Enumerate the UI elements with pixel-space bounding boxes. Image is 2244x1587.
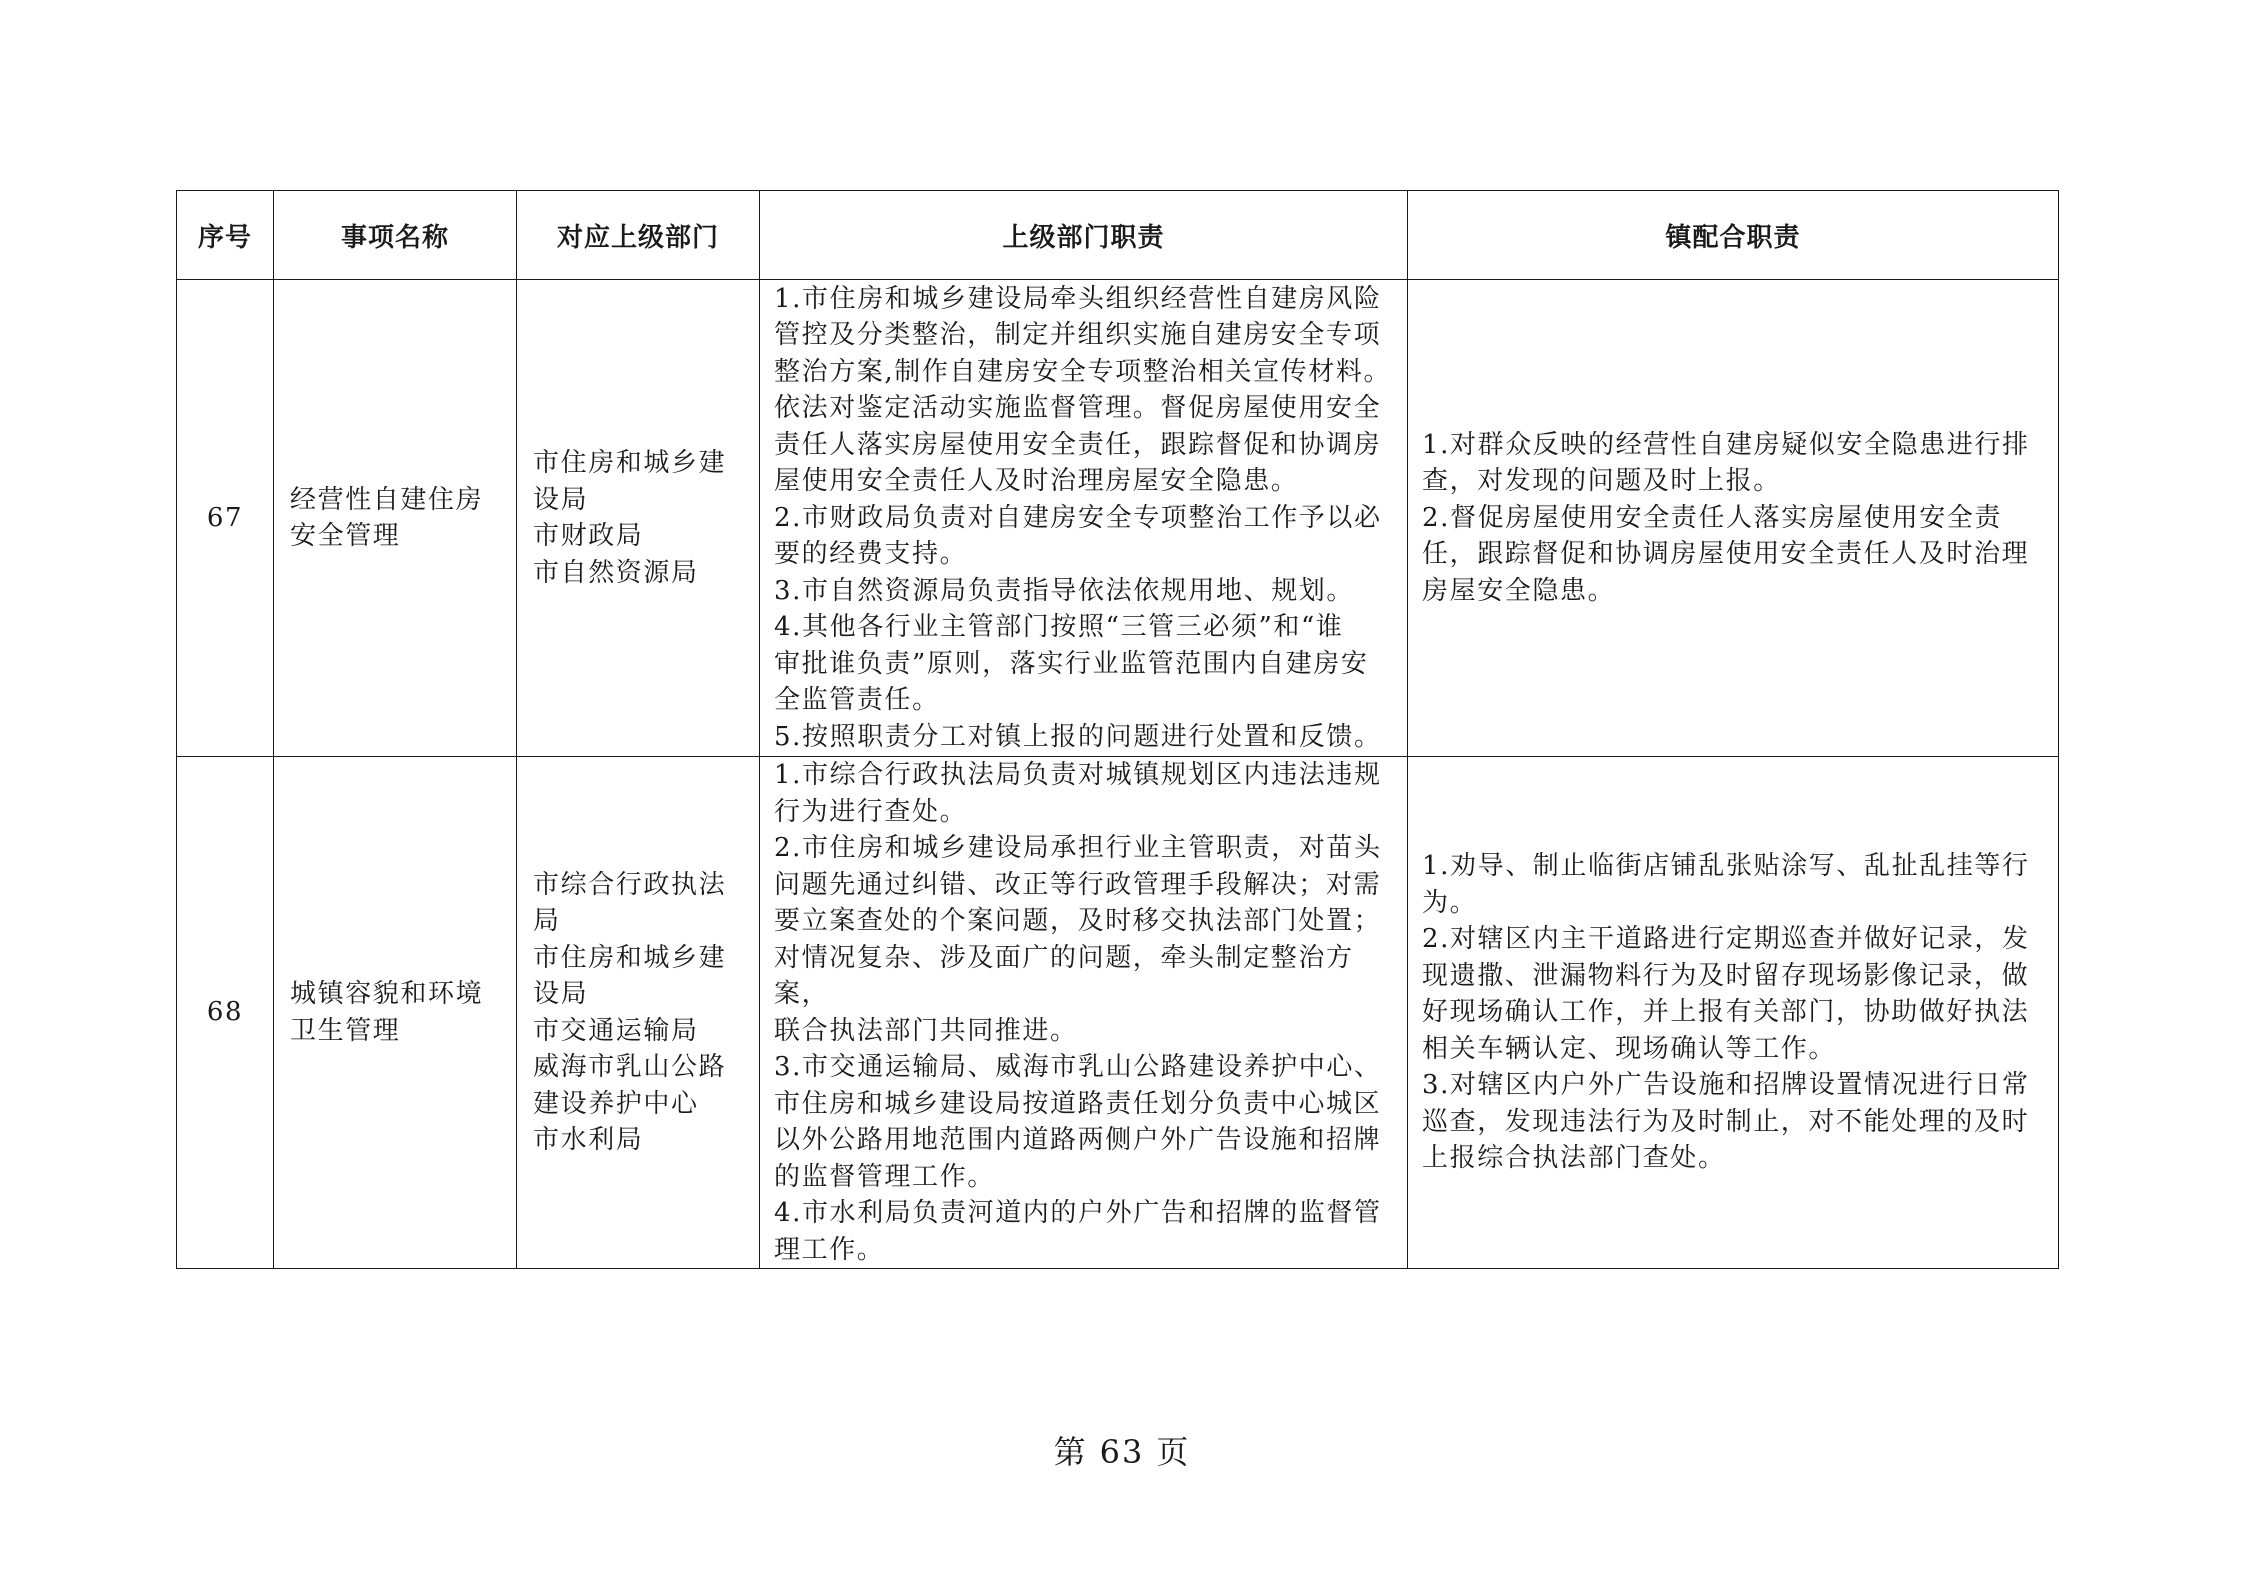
table-row	[177, 280, 2059, 757]
row-town-duties	[1408, 280, 2059, 757]
serial-number-text: 67	[206, 502, 244, 533]
item-name-text: 经营性自建住房 安全管理	[290, 484, 484, 551]
responsibility-table	[176, 190, 2059, 1269]
header-town-duties: 镇配合职责	[1408, 191, 2059, 280]
table-header-row	[177, 191, 2059, 280]
upper-duties-text: 1.市住房和城乡建设局牵头组织经营性自建房风险 管控及分类整治，制定并组织实施自建房安全专项 整治方案,制作自建房安全专项整治相关宣传材料。 依法对鉴定活动实施监督管理。督促房屋使用安全 责任人落实房屋使用安全责任，跟踪督促和协调房 屋使用安全责任人及时治理房屋安全隐患。 2.市财政局负责对自建房安全专项整治工作予以必 要的经费支持。 3.市自然资源局负责指导依法依规用地、规划。 4.其他各行业主管部门按照“三管三必须”和“谁 审批谁负责”原则，落实行业监管范围内自建房安 全监管责任。 5.按照职责分工对镇上报的问题进行处置和反馈。	[774, 283, 1392, 752]
row-town-duties	[1408, 757, 2059, 1269]
row-item-name	[274, 280, 517, 757]
row-item-name	[274, 757, 517, 1269]
upper-department-text: 市综合行政执法 局 市住房和城乡建 设局 市交通运输局 威海市乳山公路 建设养护中心 市水利局	[533, 869, 727, 1155]
row-serial-number	[177, 757, 274, 1269]
row-serial-number	[177, 280, 274, 757]
upper-duties-text: 1.市综合行政执法局负责对城镇规划区内违法违规 行为进行查处。 2.市住房和城乡建设局承担行业主管职责，对苗头 问题先通过纠错、改正等行政管理手段解决；对需 要立案查处的个案问题，及时移交执法部门处置； 对情况复杂、涉及面广的问题，牵头制定整治方案， 联合执法部门共同推进。 3.市交通运输局、威海市乳山公路建设养护中心、 市住房和城乡建设局按道路责任划分负责中心城区 以外公路用地范围内道路两侧户外广告设施和招牌 的监督管理工作。 4.市水利局负责河道内的户外广告和招牌的监督管 理工作。	[774, 760, 1382, 1265]
page-prefix: 第	[1053, 1433, 1088, 1471]
header-upper-department: 对应上级部门	[517, 191, 760, 280]
page-number: 63	[1099, 1433, 1145, 1471]
table-row	[177, 757, 2059, 1269]
item-name-text: 城镇容貌和环境 卫生管理	[290, 979, 484, 1046]
header-serial-number: 序号	[177, 191, 274, 280]
header-upper-duties: 上级部门职责	[760, 191, 1408, 280]
upper-department-text: 市住房和城乡建 设局 市财政局 市自然资源局	[533, 448, 727, 588]
row-upper-duties	[760, 280, 1408, 757]
page-suffix: 页	[1156, 1433, 1191, 1471]
row-upper-department	[517, 757, 760, 1269]
row-upper-duties	[760, 757, 1408, 1269]
serial-number-text: 68	[206, 997, 244, 1028]
town-duties-text: 1.对群众反映的经营性自建房疑似安全隐患进行排 查，对发现的问题及时上报。 2.督促房屋使用安全责任人落实房屋使用安全责 任，跟踪督促和协调房屋使用安全责任人及时治理 房屋安全隐患。	[1422, 429, 2030, 606]
header-item-name: 事项名称	[274, 191, 517, 280]
town-duties-text: 1.劝导、制止临街店铺乱张贴涂写、乱扯乱挂等行 为。 2.对辖区内主干道路进行定期巡查并做好记录，发 现遗撒、泄漏物料行为及时留存现场影像记录，做 好现场确认工作，并上报有关部门，协助做好执法 相关车辆认定、现场确认等工作。 3.对辖区内户外广告设施和招牌设置情况进行日常 巡查，发现违法行为及时制止，对不能处理的及时 上报综合执法部门查处。	[1422, 851, 2030, 1174]
row-upper-department	[517, 280, 760, 757]
page-number-footer	[0, 1427, 2244, 1473]
